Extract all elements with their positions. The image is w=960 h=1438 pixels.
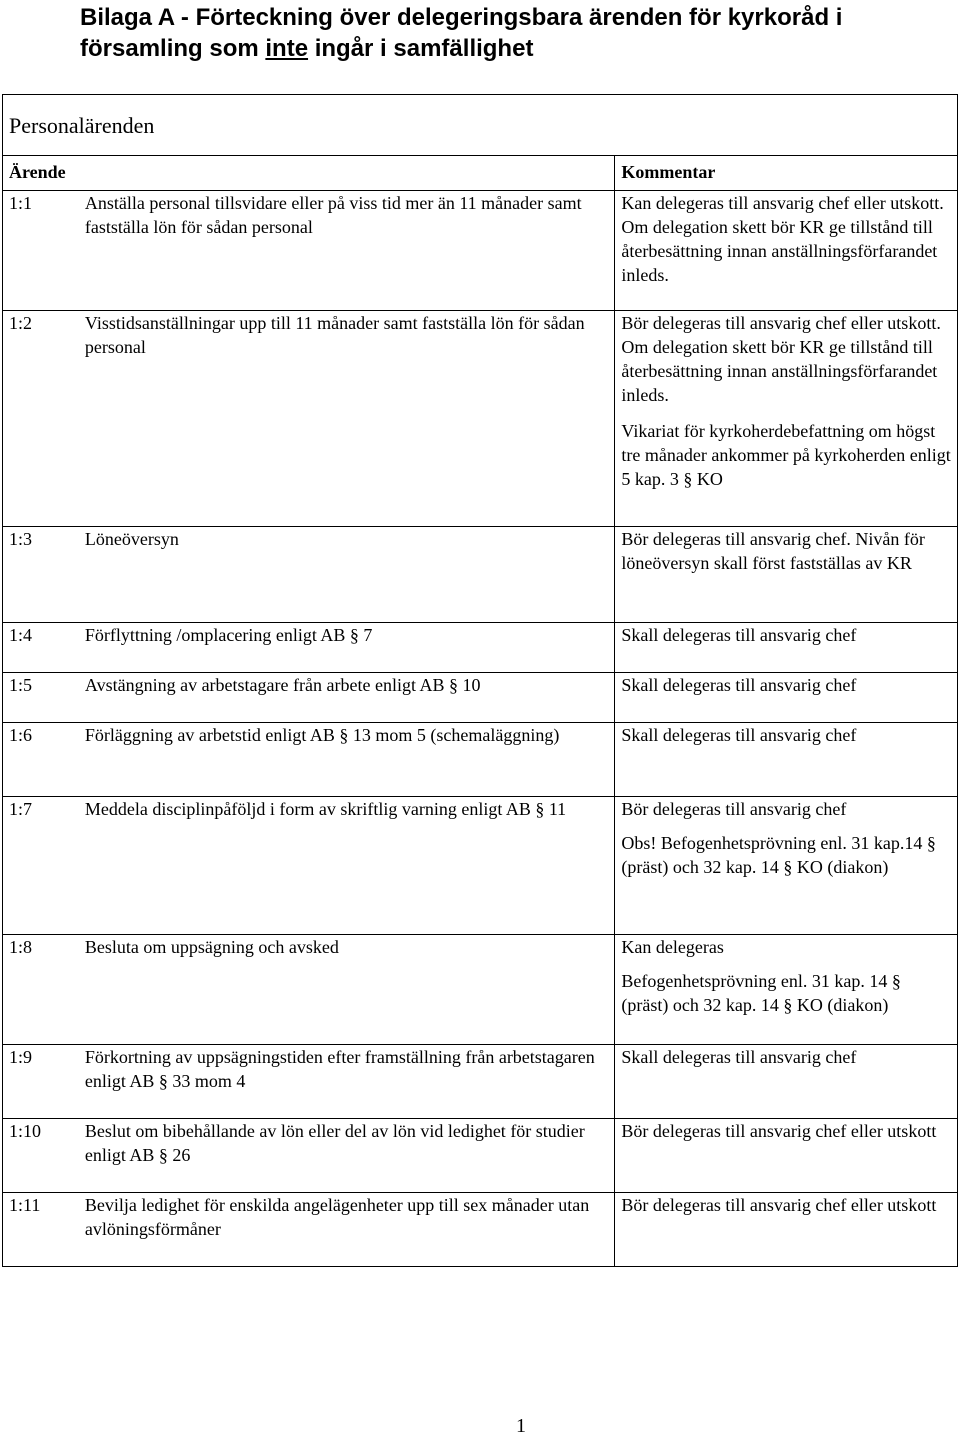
comment-paragraph: Bör delegeras till ansvarig chef eller utskott. Om delegation skett bör KR ge tillstånd till återbesättning innan anställningsförfarandet inleds.	[621, 313, 941, 405]
page-number: 1	[516, 1415, 526, 1437]
row-id: 1:2	[3, 311, 69, 527]
comment-paragraph: Bör delegeras till ansvarig chef eller utskott	[621, 1121, 937, 1141]
table-row	[3, 723, 958, 797]
header-kommentar: Kommentar	[615, 156, 958, 191]
comment-paragraph: Skall delegeras till ansvarig chef	[621, 625, 857, 645]
table-row	[3, 311, 958, 527]
row-id: 1:9	[3, 1045, 69, 1119]
comment-paragraph: Bör delegeras till ansvarig chef	[621, 799, 847, 819]
row-comment	[615, 311, 958, 527]
row-text: Besluta om uppsägning och avsked	[69, 935, 615, 1045]
comment-paragraph: Kan delegeras	[621, 937, 724, 957]
table-row	[3, 935, 958, 1045]
comment-paragraph: Skall delegeras till ansvarig chef	[621, 675, 857, 695]
row-comment	[615, 673, 958, 723]
section-heading: Personalärenden	[3, 95, 958, 156]
row-id: 1:7	[3, 797, 69, 935]
row-id: 1:3	[3, 527, 69, 623]
comment-paragraph: Vikariat för kyrkoherdebefattning om högst tre månader ankommer på kyrkoherden enligt 5 kap. 3 § KO	[621, 421, 951, 489]
row-comment	[615, 1045, 958, 1119]
row-text: Avstängning av arbetstagare från arbete enligt AB § 10	[69, 673, 615, 723]
comment-paragraph: Befogenhetsprövning enl. 31 kap. 14 § (präst) och 32 kap. 14 § KO (diakon)	[621, 971, 901, 1015]
row-text: Förkortning av uppsägningstiden efter framställning från arbetstagaren enligt AB § 33 mom 4	[69, 1045, 615, 1119]
title-line-2-suffix: ingår i samfällighet	[308, 35, 534, 62]
row-id: 1:1	[3, 191, 69, 311]
row-comment	[615, 935, 958, 1045]
table-row	[3, 527, 958, 623]
row-id: 1:4	[3, 623, 69, 673]
row-id: 1:5	[3, 673, 69, 723]
row-comment	[615, 723, 958, 797]
title-line-1: Bilaga A - Förteckning över delegeringsbara ärenden för kyrkoråd i	[80, 4, 843, 31]
table-row	[3, 797, 958, 935]
title-line-2-prefix: församling som	[80, 35, 266, 62]
row-text: Förläggning av arbetstid enligt AB § 13 mom 5 (schemaläggning)	[69, 723, 615, 797]
comment-paragraph: Bör delegeras till ansvarig chef. Nivån för löneöversyn skall först fastställas av KR	[621, 529, 925, 573]
table-row	[3, 673, 958, 723]
delegation-table	[2, 94, 958, 1267]
comment-paragraph: Obs! Befogenhetsprövning enl. 31 kap.14 § (präst) och 32 kap. 14 § KO (diakon)	[621, 833, 936, 877]
row-id: 1:10	[3, 1119, 69, 1193]
row-text: Bevilja ledighet för enskilda angelägenheter upp till sex månader utan avlöningsförmåner	[69, 1193, 615, 1267]
table-row	[3, 1193, 958, 1267]
row-id: 1:8	[3, 935, 69, 1045]
row-comment	[615, 623, 958, 673]
row-text: Meddela disciplinpåföljd i form av skriftlig varning enligt AB § 11	[69, 797, 615, 935]
table-row	[3, 623, 958, 673]
header-arende: Ärende	[3, 156, 615, 191]
table-row	[3, 1119, 958, 1193]
row-text: Visstidsanställningar upp till 11 månader samt fastställa lön för sådan personal	[69, 311, 615, 527]
table-row	[3, 191, 958, 311]
comment-paragraph: Kan delegeras till ansvarig chef eller utskott. Om delegation skett bör KR ge tillstånd till återbesättning innan anställningsförfarandet inleds.	[621, 193, 944, 285]
comment-paragraph: Skall delegeras till ansvarig chef	[621, 1047, 857, 1067]
row-comment	[615, 1193, 958, 1267]
row-id: 1:6	[3, 723, 69, 797]
row-text: Löneöversyn	[69, 527, 615, 623]
comment-paragraph: Skall delegeras till ansvarig chef	[621, 725, 857, 745]
title-underlined-word: inte	[265, 35, 309, 62]
row-comment	[615, 797, 958, 935]
comment-paragraph: Bör delegeras till ansvarig chef eller utskott	[621, 1195, 937, 1215]
row-text: Anställa personal tillsvidare eller på viss tid mer än 11 månader samt fastställa lön för sådan personal	[69, 191, 615, 311]
row-comment	[615, 527, 958, 623]
document-title	[80, 2, 952, 64]
table-row	[3, 1045, 958, 1119]
row-text: Beslut om bibehållande av lön eller del av lön vid ledighet för studier enligt AB § 26	[69, 1119, 615, 1193]
row-id: 1:11	[3, 1193, 69, 1267]
row-comment	[615, 191, 958, 311]
row-text: Förflyttning /omplacering enligt AB § 7	[69, 623, 615, 673]
row-comment	[615, 1119, 958, 1193]
